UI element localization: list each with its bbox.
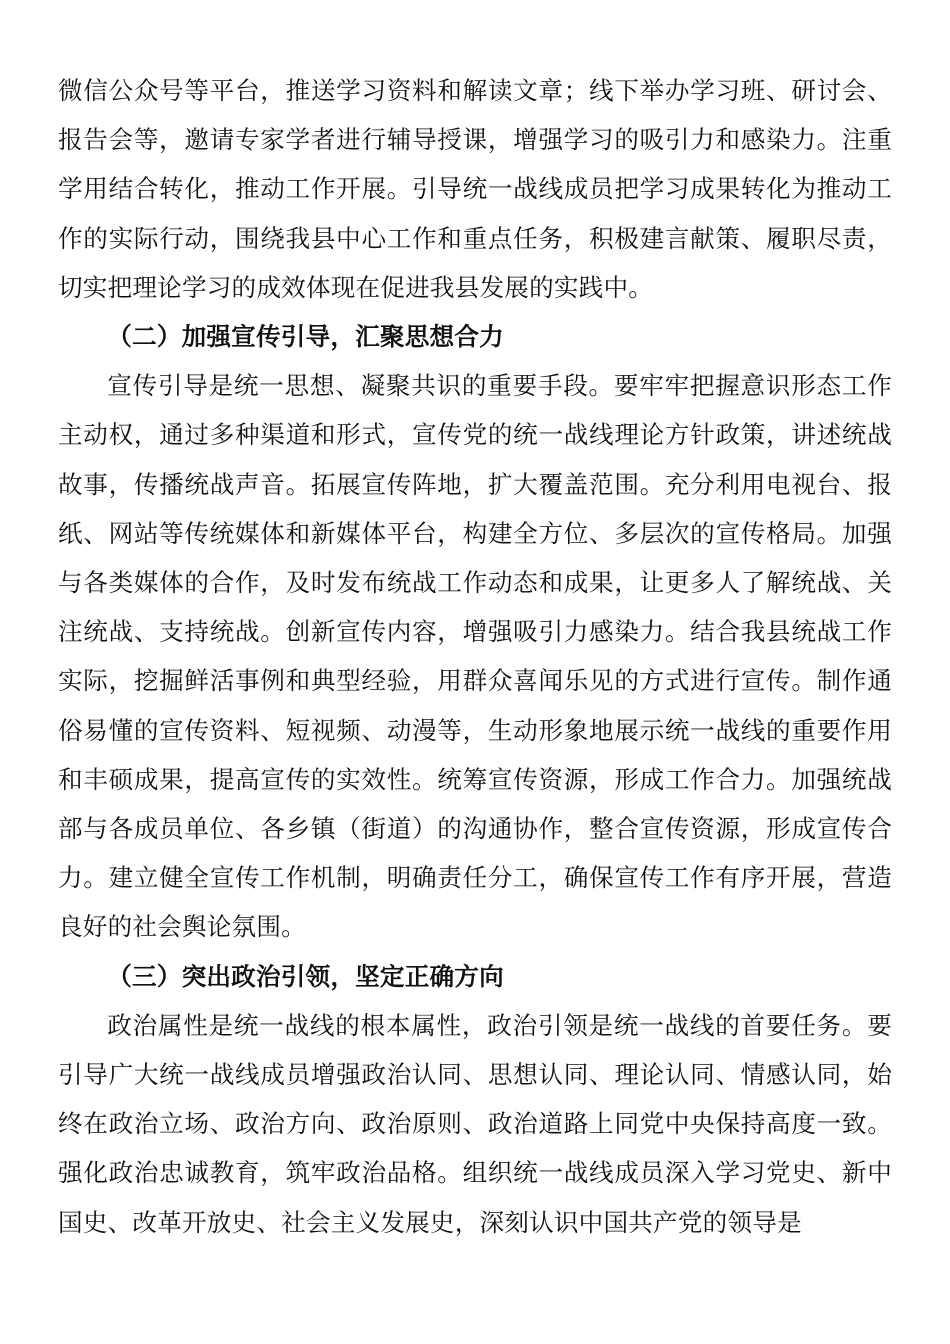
- section-heading-2: （二）加强宣传引导，汇聚思想合力: [107, 322, 504, 352]
- section-heading-3: （三）突出政治引领，坚定正确方向: [107, 961, 504, 991]
- document-body: [58, 66, 892, 1247]
- body-paragraph-2: 宣传引导是统一思想、凝聚共识的重要手段。要牢牢把握意识形态工作主动权，通过多种渠道和形式，宣传党的统一战线理论方针政策，讲述统战故事，传播统战声音。拓展宣传阵地，扩大覆盖范围。充分利用电视台、报纸、网站等传统媒体和新媒体平台，构建全方位、多层次的宣传格局。加强与各类媒体的合作，及时发布统战工作动态和成果，让更多人了解统战、关注统战、支持统战。创新宣传内容，增强吸引力感染力。结合我县统战工作实际，挖掘鲜活事例和典型经验，用群众喜闻乐见的方式进行宣传。制作通俗易懂的宣传资料、短视频、动漫等，生动形象地展示统一战线的重要作用和丰硕成果，提高宣传的实效性。统筹宣传资源，形成工作合力。加强统战部与各成员单位、各乡镇（街道）的沟通协作，整合宣传资源，形成宣传合力。建立健全宣传工作机制，明确责任分工，确保宣传工作有序开展，营造良好的社会舆论氛围。: [58, 371, 892, 942]
- body-paragraph-1: 微信公众号等平台，推送学习资料和解读文章；线下举办学习班、研讨会、报告会等，邀请专家学者进行辅导授课，增强学习的吸引力和感染力。注重学用结合转化，推动工作开展。引导统一战线成员把学习成果转化为推动工作的实际行动，围绕我县中心工作和重点任务，积极建言献策、履职尽责，切实把理论学习的成效体现在促进我县发展的实践中。: [58, 76, 892, 302]
- body-paragraph-3: 政治属性是统一战线的根本属性，政治引领是统一战线的首要任务。要引导广大统一战线成员增强政治认同、思想认同、理论认同、情感认同，始终在政治立场、政治方向、政治原则、政治道路上同党中央保持高度一致。强化政治忠诚教育，筑牢政治品格。组织统一战线成员深入学习党史、新中国史、改革开放史、社会主义发展史，深刻认识中国共产党的领导是: [58, 1010, 892, 1237]
